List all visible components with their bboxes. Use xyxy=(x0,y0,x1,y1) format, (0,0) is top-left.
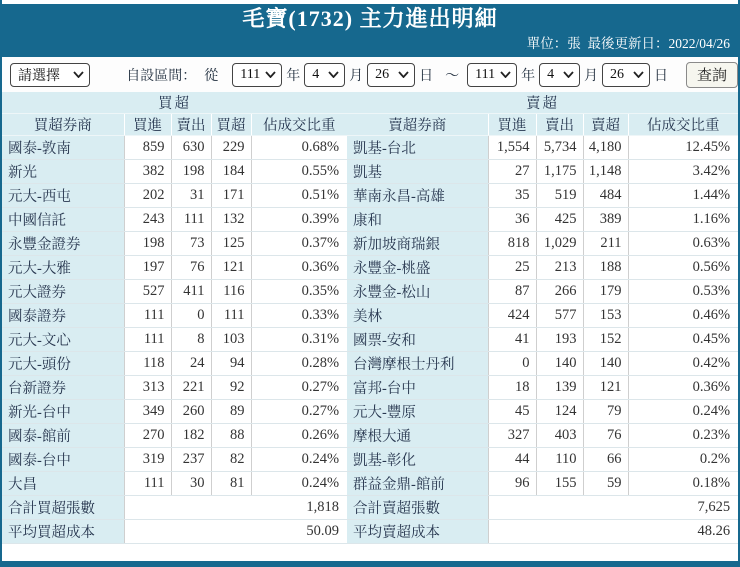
cell-value: 1,554 xyxy=(488,136,536,160)
cell-value: 859 xyxy=(124,136,171,160)
table-row xyxy=(2,352,347,376)
table-row xyxy=(347,472,738,496)
total-label: 合計賣超張數 xyxy=(347,496,488,520)
cell-value: 76 xyxy=(171,256,211,280)
table-row xyxy=(347,208,738,232)
cell-value: 0.39% xyxy=(251,208,347,232)
cell-value: 96 xyxy=(488,472,536,496)
cell-value: 18 xyxy=(488,376,536,400)
month-label: 月 xyxy=(349,68,364,84)
cell-value: 140 xyxy=(583,352,628,376)
to-day-select[interactable] xyxy=(602,63,650,87)
broker-name: 群益金鼎-館前 xyxy=(347,472,488,496)
chevron-down-icon xyxy=(73,71,84,78)
cell-value: 182 xyxy=(171,424,211,448)
cell-value: 87 xyxy=(488,280,536,304)
table-row xyxy=(347,256,738,280)
table-row xyxy=(2,472,347,496)
cell-value: 79 xyxy=(583,400,628,424)
cell-value: 0.36% xyxy=(251,256,347,280)
table-row xyxy=(2,424,347,448)
column-header: 買進 xyxy=(124,114,171,136)
sell-table xyxy=(347,92,738,544)
cell-value: 266 xyxy=(536,280,583,304)
table-row xyxy=(347,184,738,208)
cell-value: 0.27% xyxy=(251,400,347,424)
year-label: 年 xyxy=(521,68,536,84)
table-row xyxy=(2,232,347,256)
from-year-select[interactable] xyxy=(232,63,282,87)
cell-value: 125 xyxy=(211,232,251,256)
cell-value: 155 xyxy=(536,472,583,496)
cell-value: 0.26% xyxy=(251,424,347,448)
cell-value: 0.24% xyxy=(251,448,347,472)
sell-group-header: 賣超 xyxy=(347,92,738,114)
cell-value: 103 xyxy=(211,328,251,352)
broker-name: 元大-西屯 xyxy=(2,184,124,208)
cell-value: 25 xyxy=(488,256,536,280)
column-header: 佔成交比重 xyxy=(628,114,738,136)
cell-value: 313 xyxy=(124,376,171,400)
title-bar xyxy=(2,4,738,57)
cell-value: 66 xyxy=(583,448,628,472)
cell-value: 3.42% xyxy=(628,160,738,184)
broker-name: 元大證券 xyxy=(2,280,124,304)
chevron-down-icon xyxy=(563,71,574,78)
page-title: 毛寶(1732) 主力進出明細 xyxy=(242,6,498,31)
cell-value: 116 xyxy=(211,280,251,304)
last-updated-label: 最後更新日：2022/04/26 xyxy=(587,36,730,51)
cell-value: 73 xyxy=(171,232,211,256)
average-value: 48.26 xyxy=(488,520,738,544)
table-row xyxy=(2,280,347,304)
to-day-value: 26 xyxy=(609,66,624,82)
cell-value: 36 xyxy=(488,208,536,232)
range-label: 自設區間： xyxy=(126,68,197,84)
table-row xyxy=(2,376,347,400)
sell-total-row xyxy=(347,496,738,520)
broker-name: 凱基 xyxy=(347,160,488,184)
cell-value: 0.36% xyxy=(628,376,738,400)
cell-value: 41 xyxy=(488,328,536,352)
buy-average-row xyxy=(2,520,347,544)
broker-name: 元大-文心 xyxy=(2,328,124,352)
buy-table xyxy=(2,92,347,544)
to-year-value: 111 xyxy=(475,66,496,82)
preset-select-value: 請選擇 xyxy=(18,68,60,84)
cell-value: 1,148 xyxy=(583,160,628,184)
table-row xyxy=(2,328,347,352)
cell-value: 0.28% xyxy=(251,352,347,376)
cell-value: 243 xyxy=(124,208,171,232)
cell-value: 121 xyxy=(211,256,251,280)
cell-value: 171 xyxy=(211,184,251,208)
buy-table-body xyxy=(2,136,347,496)
broker-name: 新光-台中 xyxy=(2,400,124,424)
table-row xyxy=(2,304,347,328)
cell-value: 0.33% xyxy=(251,304,347,328)
cell-value: 213 xyxy=(536,256,583,280)
cell-value: 229 xyxy=(211,136,251,160)
to-month-value: 4 xyxy=(547,66,555,82)
unit-label: 單位：張 xyxy=(526,36,581,51)
cell-value: 198 xyxy=(171,160,211,184)
table-row xyxy=(347,232,738,256)
cell-value: 0.24% xyxy=(628,400,738,424)
cell-value: 382 xyxy=(124,160,171,184)
cell-value: 0.37% xyxy=(251,232,347,256)
broker-name: 大昌 xyxy=(2,472,124,496)
cell-value: 179 xyxy=(583,280,628,304)
column-header: 買超 xyxy=(211,114,251,136)
table-row xyxy=(347,424,738,448)
column-header: 賣超券商 xyxy=(347,114,488,136)
cell-value: 0.23% xyxy=(628,424,738,448)
cell-value: 140 xyxy=(536,352,583,376)
cell-value: 31 xyxy=(171,184,211,208)
query-button[interactable]: 查詢 xyxy=(686,62,738,88)
broker-name: 國泰-館前 xyxy=(2,424,124,448)
cell-value: 1.16% xyxy=(628,208,738,232)
preset-select[interactable] xyxy=(10,63,90,87)
broker-name: 台灣摩根士丹利 xyxy=(347,352,488,376)
to-year-select[interactable] xyxy=(467,63,517,87)
broker-name: 新光 xyxy=(2,160,124,184)
cell-value: 0.2% xyxy=(628,448,738,472)
broker-name: 國泰證券 xyxy=(2,304,124,328)
cell-value: 424 xyxy=(488,304,536,328)
column-header: 賣出 xyxy=(171,114,211,136)
cell-value: 0.45% xyxy=(628,328,738,352)
cell-value: 12.45% xyxy=(628,136,738,160)
column-header: 賣出 xyxy=(536,114,583,136)
broker-name: 康和 xyxy=(347,208,488,232)
to-month-select[interactable] xyxy=(539,63,580,87)
cell-value: 1,029 xyxy=(536,232,583,256)
broker-name: 永豐金-松山 xyxy=(347,280,488,304)
table-row xyxy=(347,328,738,352)
cell-value: 197 xyxy=(124,256,171,280)
broker-name: 摩根大通 xyxy=(347,424,488,448)
cell-value: 35 xyxy=(488,184,536,208)
table-row xyxy=(347,400,738,424)
broker-name: 中國信託 xyxy=(2,208,124,232)
from-month-value: 4 xyxy=(312,66,320,82)
table-row xyxy=(347,376,738,400)
cell-value: 45 xyxy=(488,400,536,424)
cell-value: 425 xyxy=(536,208,583,232)
cell-value: 76 xyxy=(583,424,628,448)
broker-name: 國票-安和 xyxy=(347,328,488,352)
day-label: 日 xyxy=(419,68,434,84)
cell-value: 1,175 xyxy=(536,160,583,184)
chevron-down-icon xyxy=(633,71,644,78)
cell-value: 270 xyxy=(124,424,171,448)
cell-value: 118 xyxy=(124,352,171,376)
cell-value: 92 xyxy=(211,376,251,400)
cell-value: 193 xyxy=(536,328,583,352)
broker-name: 永豐金證券 xyxy=(2,232,124,256)
cell-value: 0.42% xyxy=(628,352,738,376)
cell-value: 0.51% xyxy=(251,184,347,208)
average-value: 50.09 xyxy=(124,520,347,544)
cell-value: 24 xyxy=(171,352,211,376)
cell-value: 818 xyxy=(488,232,536,256)
cell-value: 152 xyxy=(583,328,628,352)
cell-value: 132 xyxy=(211,208,251,232)
buy-group-header: 買超 xyxy=(2,92,347,114)
cell-value: 221 xyxy=(171,376,211,400)
cell-value: 0.63% xyxy=(628,232,738,256)
chevron-down-icon xyxy=(500,71,511,78)
from-day-value: 26 xyxy=(375,66,390,82)
chevron-down-icon xyxy=(398,71,409,78)
column-header: 買進 xyxy=(488,114,536,136)
table-row xyxy=(347,136,738,160)
broker-name: 永豐金-桃盛 xyxy=(347,256,488,280)
buy-total-row xyxy=(2,496,347,520)
cell-value: 319 xyxy=(124,448,171,472)
chevron-down-icon xyxy=(328,71,339,78)
table-row xyxy=(2,400,347,424)
table-row xyxy=(2,448,347,472)
cell-value: 188 xyxy=(583,256,628,280)
cell-value: 89 xyxy=(211,400,251,424)
broker-name: 元大-豐原 xyxy=(347,400,488,424)
year-label: 年 xyxy=(286,68,301,84)
cell-value: 0.56% xyxy=(628,256,738,280)
cell-value: 94 xyxy=(211,352,251,376)
from-month-select[interactable] xyxy=(304,63,345,87)
sell-table-body xyxy=(347,136,738,496)
header-meta xyxy=(2,34,738,54)
cell-value: 139 xyxy=(536,376,583,400)
day-label: 日 xyxy=(653,68,668,84)
cell-value: 0 xyxy=(488,352,536,376)
cell-value: 403 xyxy=(536,424,583,448)
cell-value: 184 xyxy=(211,160,251,184)
table-row xyxy=(347,352,738,376)
cell-value: 111 xyxy=(124,304,171,328)
cell-value: 0.68% xyxy=(251,136,347,160)
broker-name: 凱基-彰化 xyxy=(347,448,488,472)
cell-value: 30 xyxy=(171,472,211,496)
cell-value: 630 xyxy=(171,136,211,160)
cell-value: 0.18% xyxy=(628,472,738,496)
range-tilde: ～ xyxy=(445,68,460,84)
cell-value: 198 xyxy=(124,232,171,256)
cell-value: 0 xyxy=(171,304,211,328)
table-row xyxy=(2,208,347,232)
cell-value: 110 xyxy=(536,448,583,472)
total-label: 合計買超張數 xyxy=(2,496,124,520)
cell-value: 389 xyxy=(583,208,628,232)
cell-value: 0.31% xyxy=(251,328,347,352)
column-header: 佔成交比重 xyxy=(251,114,347,136)
broker-name: 台新證券 xyxy=(2,376,124,400)
cell-value: 0.46% xyxy=(628,304,738,328)
table-row xyxy=(347,448,738,472)
table-row xyxy=(2,160,347,184)
broker-name: 新加坡商瑞銀 xyxy=(347,232,488,256)
cell-value: 260 xyxy=(171,400,211,424)
broker-name: 富邦-台中 xyxy=(347,376,488,400)
broker-name: 國泰-敦南 xyxy=(2,136,124,160)
cell-value: 111 xyxy=(211,304,251,328)
broker-name: 美林 xyxy=(347,304,488,328)
table-row xyxy=(347,160,738,184)
cell-value: 211 xyxy=(583,232,628,256)
average-label: 平均買超成本 xyxy=(2,520,124,544)
cell-value: 111 xyxy=(171,208,211,232)
cell-value: 44 xyxy=(488,448,536,472)
filter-bar xyxy=(2,57,738,92)
broker-name: 元大-頭份 xyxy=(2,352,124,376)
cell-value: 88 xyxy=(211,424,251,448)
cell-value: 82 xyxy=(211,448,251,472)
cell-value: 27 xyxy=(488,160,536,184)
table-row xyxy=(2,256,347,280)
from-label: 從 xyxy=(204,68,219,84)
average-label: 平均賣超成本 xyxy=(347,520,488,544)
cell-value: 0.24% xyxy=(251,472,347,496)
cell-value: 0.53% xyxy=(628,280,738,304)
cell-value: 0.35% xyxy=(251,280,347,304)
table-row xyxy=(2,136,347,160)
broker-name: 凱基-台北 xyxy=(347,136,488,160)
from-day-select[interactable] xyxy=(367,63,415,87)
broker-name: 元大-大雅 xyxy=(2,256,124,280)
cell-value: 0.27% xyxy=(251,376,347,400)
cell-value: 349 xyxy=(124,400,171,424)
cell-value: 111 xyxy=(124,328,171,352)
cell-value: 81 xyxy=(211,472,251,496)
total-value: 1,818 xyxy=(124,496,347,520)
cell-value: 237 xyxy=(171,448,211,472)
cell-value: 519 xyxy=(536,184,583,208)
total-value: 7,625 xyxy=(488,496,738,520)
cell-value: 124 xyxy=(536,400,583,424)
cell-value: 8 xyxy=(171,328,211,352)
column-header: 買超券商 xyxy=(2,114,124,136)
cell-value: 484 xyxy=(583,184,628,208)
cell-value: 59 xyxy=(583,472,628,496)
table-row xyxy=(347,280,738,304)
sell-average-row xyxy=(347,520,738,544)
cell-value: 527 xyxy=(124,280,171,304)
broker-tables xyxy=(2,92,738,544)
cell-value: 121 xyxy=(583,376,628,400)
cell-value: 577 xyxy=(536,304,583,328)
bottom-border xyxy=(2,561,738,567)
cell-value: 202 xyxy=(124,184,171,208)
cell-value: 4,180 xyxy=(583,136,628,160)
column-header: 賣超 xyxy=(583,114,628,136)
month-label: 月 xyxy=(583,68,598,84)
broker-name: 國泰-台中 xyxy=(2,448,124,472)
broker-name: 華南永昌-高雄 xyxy=(347,184,488,208)
chevron-down-icon xyxy=(265,71,276,78)
cell-value: 5,734 xyxy=(536,136,583,160)
from-year-value: 111 xyxy=(240,66,261,82)
cell-value: 1.44% xyxy=(628,184,738,208)
cell-value: 411 xyxy=(171,280,211,304)
table-row xyxy=(2,184,347,208)
cell-value: 0.55% xyxy=(251,160,347,184)
table-row xyxy=(347,304,738,328)
cell-value: 111 xyxy=(124,472,171,496)
cell-value: 327 xyxy=(488,424,536,448)
cell-value: 153 xyxy=(583,304,628,328)
